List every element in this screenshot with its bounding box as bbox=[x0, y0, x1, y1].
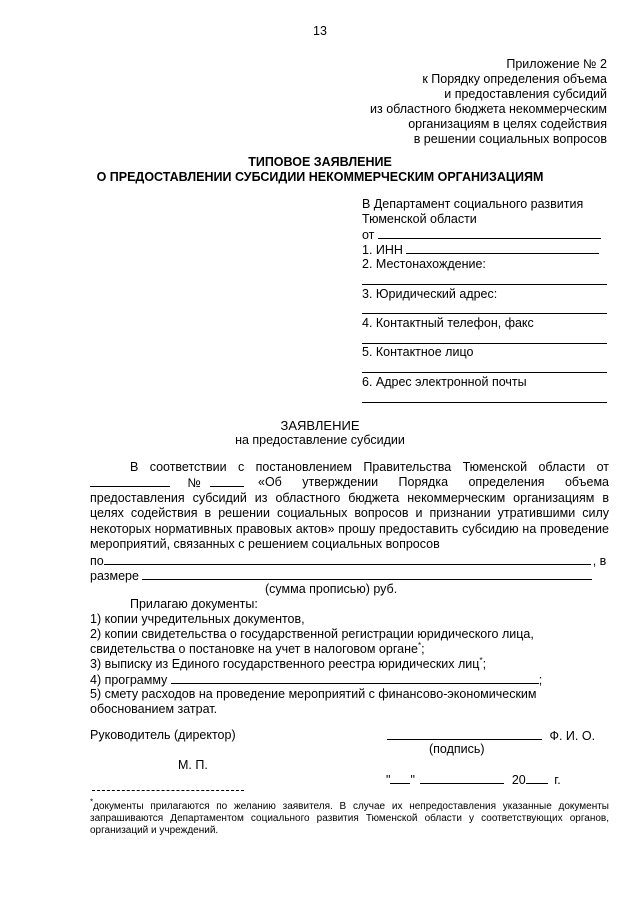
po-label: по bbox=[90, 554, 104, 568]
size-label: размере bbox=[90, 569, 139, 583]
signature-row bbox=[387, 728, 595, 744]
date-quote-close: " bbox=[410, 773, 415, 787]
statement-subheading: на предоставление субсидии bbox=[235, 433, 405, 447]
annex-line-4: из областного бюджета некоммерческим bbox=[370, 102, 607, 116]
legal-address-field[interactable] bbox=[362, 313, 607, 314]
from-field-row bbox=[362, 227, 607, 243]
annex-line-3: и предоставления субсидий bbox=[444, 87, 607, 101]
year-suffix: г. bbox=[554, 773, 561, 787]
footnote-marker: * bbox=[417, 640, 422, 650]
inn-field[interactable] bbox=[406, 242, 599, 254]
annex-line-5: организациям в целях содействия bbox=[408, 117, 607, 131]
date-row bbox=[386, 772, 561, 788]
doc-item-2b-row bbox=[90, 642, 609, 657]
doc-item-3-end: ; bbox=[482, 657, 487, 671]
doc-item-5a: 5) смету расходов на проведение мероприятий с финансово-экономическим bbox=[90, 687, 537, 701]
from-label: от bbox=[362, 228, 375, 242]
year-field[interactable] bbox=[526, 772, 548, 784]
day-field[interactable] bbox=[390, 772, 410, 784]
statement-para-quote: «Об утверждении Порядка определения объема предоставления субсидий из областного бюджета некоммерческим организациям в целях содействия в решении социальных вопросов и признании утратившими силу некоторых нормативных правовых актов» прошу предоставить субсидию на проведение мероприятий, связанных с решением социальных вопросов bbox=[90, 475, 609, 551]
signature-caption: (подпись) bbox=[429, 742, 485, 756]
number-sign: № bbox=[187, 476, 201, 490]
doc-item-2a: 2) копии свидетельства о государственной регистрации юридического лица, bbox=[90, 627, 534, 641]
social-issue-field[interactable] bbox=[104, 553, 591, 565]
doc-item-5b: обоснованием затрат. bbox=[90, 702, 218, 716]
footnote-marker: * bbox=[479, 655, 483, 665]
addressee-to-line-2: Тюменской области bbox=[362, 212, 477, 226]
doc-item-3-row bbox=[90, 657, 609, 672]
date-quote-open: " bbox=[386, 773, 391, 787]
addressee-to-line-1: В Департамент социального развития bbox=[362, 197, 584, 211]
po-row bbox=[90, 553, 609, 569]
annex-line-1: Приложение № 2 bbox=[506, 57, 607, 71]
document-title-line-2: О ПРЕДОСТАВЛЕНИИ СУБСИДИИ НЕКОММЕРЧЕСКИМ ОРГАНИЗАЦИЯМ bbox=[96, 170, 544, 184]
doc-item-2b: свидетельства о постановке на учет в налоговом органе bbox=[90, 642, 418, 656]
doc-item-4-row bbox=[90, 672, 609, 688]
footnote-separator bbox=[92, 790, 244, 791]
legal-address-label: 3. Юридический адрес: bbox=[362, 287, 498, 301]
doc-item-2b-end: ; bbox=[421, 642, 425, 656]
year-prefix: 20 bbox=[511, 773, 526, 787]
inn-field-row bbox=[362, 242, 607, 258]
doc-item-3: 3) выписку из Единого государственного реестра юридических лиц bbox=[90, 657, 480, 671]
phone-label: 4. Контактный телефон, факс bbox=[362, 316, 534, 330]
location-field[interactable] bbox=[362, 284, 607, 285]
v-label: , в bbox=[592, 554, 607, 568]
statement-para-start: В соответствии с постановлением Правительства Тюменской области от bbox=[130, 460, 609, 474]
contact-field[interactable] bbox=[362, 372, 607, 373]
amount-field[interactable] bbox=[142, 568, 592, 580]
program-field[interactable] bbox=[171, 672, 539, 684]
email-field[interactable] bbox=[362, 402, 607, 403]
contact-label: 5. Контактное лицо bbox=[362, 345, 474, 359]
doc-item-4: 4) программу bbox=[90, 673, 168, 687]
from-field[interactable] bbox=[378, 227, 601, 239]
stamp-label: М. П. bbox=[178, 758, 208, 772]
email-label: 6. Адрес электронной почты bbox=[362, 375, 527, 389]
attach-heading: Прилагаю документы: bbox=[130, 597, 258, 611]
document-title-line-1: ТИПОВОЕ ЗАЯВЛЕНИЕ bbox=[248, 155, 392, 169]
statement-heading: ЗАЯВЛЕНИЕ bbox=[280, 418, 360, 433]
head-label: Руководитель (директор) bbox=[90, 728, 236, 742]
annex-line-2: к Порядку определения объема bbox=[422, 72, 607, 86]
location-label: 2. Местонахождение: bbox=[362, 257, 486, 271]
inn-label: 1. ИНН bbox=[362, 243, 403, 257]
amount-caption: (сумма прописью) руб. bbox=[265, 582, 398, 596]
doc-item-4-end: ; bbox=[538, 673, 543, 687]
footnote-text: документы прилагаются по желанию заявителя. В случае их непредоставления указанные документы запрашиваются Департаментом социального развития Тюменской области у соответствующих органов, организаций и учреждений. bbox=[90, 801, 609, 836]
fio-label: Ф. И. О. bbox=[549, 729, 596, 743]
footnote bbox=[90, 797, 609, 837]
phone-field[interactable] bbox=[362, 343, 607, 344]
month-field[interactable] bbox=[420, 772, 504, 784]
annex-line-6: в решении социальных вопросов bbox=[413, 132, 607, 146]
doc-item-1: 1) копии учредительных документов, bbox=[90, 612, 305, 626]
footnote-marker: * bbox=[90, 797, 94, 807]
page-number: 13 bbox=[313, 24, 327, 38]
signature-field[interactable] bbox=[387, 728, 542, 740]
